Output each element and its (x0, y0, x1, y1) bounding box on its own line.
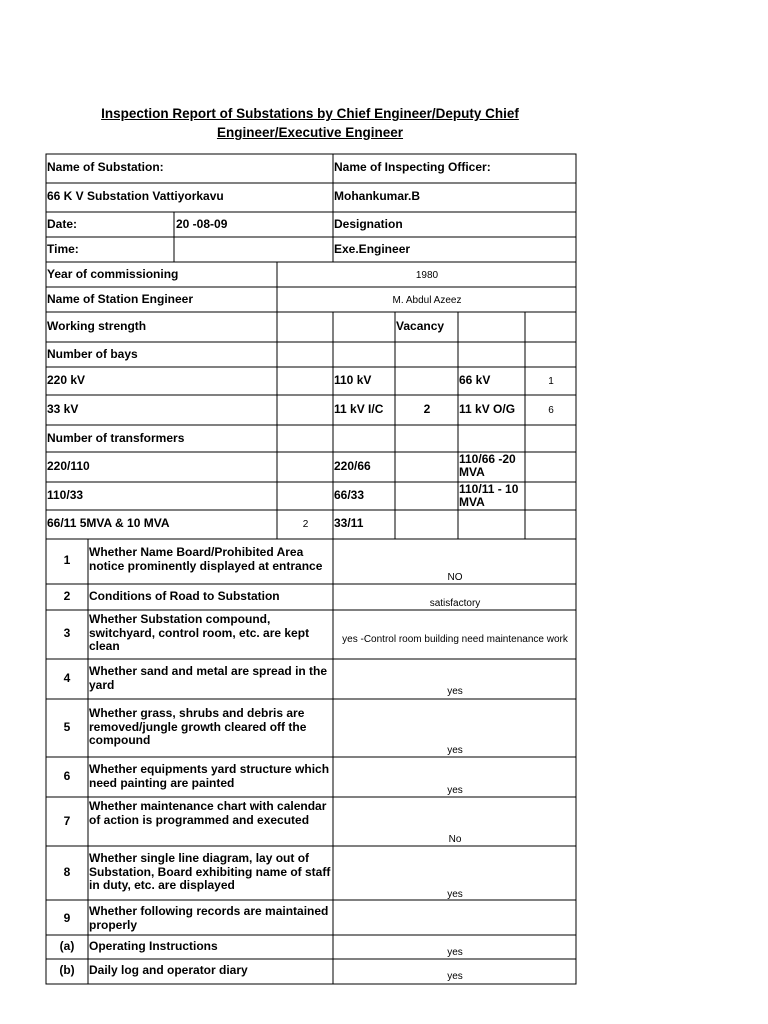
item-question: Whether maintenance chart with calendar of action is programmed and executed (89, 799, 327, 827)
inspecting-officer-label: Name of Inspecting Officer: (334, 160, 491, 174)
bays-220kv-label: 220 kV (47, 373, 86, 387)
item-answer: yes (447, 947, 463, 958)
transformer-110-11-label: 110/11 - 10 MVA (459, 482, 519, 509)
item-number: 8 (63, 865, 71, 879)
item-number: 3 (63, 626, 71, 640)
item-answer: yes (447, 971, 463, 982)
item-answer: yes (447, 785, 463, 796)
substation-name-value: 66 K V Substation Vattiyorkavu (47, 189, 224, 203)
item-answer: yes (447, 686, 463, 697)
time-label: Time: (47, 242, 79, 256)
designation-label: Designation (334, 217, 403, 231)
item-answer: satisfactory (429, 598, 481, 609)
vacancy-label: Vacancy (396, 319, 445, 333)
item-answer: yes (447, 889, 463, 900)
transformer-110-33-label: 110/33 (47, 488, 84, 502)
bays-66kv-label: 66 kV (459, 373, 491, 387)
bays-label: Number of bays (47, 347, 138, 361)
transformer-66-33-label: 66/33 (334, 488, 365, 502)
bays-33kv-label: 33 kV (47, 402, 79, 416)
bays-110kv-label: 110 kV (334, 373, 372, 387)
item-number: 4 (63, 671, 71, 685)
designation-value: Exe.Engineer (334, 242, 411, 256)
item-question: Daily log and operator diary (89, 963, 248, 977)
item-number: 5 (63, 720, 71, 734)
commissioning-year-value: 1980 (415, 270, 439, 281)
bays-11kv-og-value: 6 (548, 405, 554, 416)
item-number: 9 (63, 911, 71, 925)
transformer-110-66-label: 110/66 -20 MVA (459, 452, 516, 479)
item-answer: No (448, 834, 462, 845)
item-number: 7 (63, 814, 71, 828)
working-strength-label: Working strength (47, 319, 147, 333)
report-title-line1: Inspection Report of Substations by Chief Engineer/Deputy Chief (101, 106, 519, 121)
item-question: Conditions of Road to Substation (89, 589, 280, 603)
item-number: (b) (59, 963, 75, 977)
item-question: Whether sand and metal are spread in the yard (89, 664, 328, 692)
item-question: Whether Name Board/Prohibited Area notice prominently displayed at entrance (89, 545, 323, 573)
transformer-220-66-label: 220/66 (334, 459, 371, 473)
transformer-66-11-label: 66/11 5MVA & 10 MVA (47, 516, 170, 530)
item-question: Whether following records are maintained properly (89, 904, 329, 932)
transformers-label: Number of transformers (47, 431, 185, 445)
substation-name-label: Name of Substation: (47, 160, 164, 174)
item-number: (a) (59, 939, 75, 953)
item-number: 1 (63, 553, 71, 567)
item-question: Whether Substation compound, switchyard, control room, etc. are kept clean (89, 612, 310, 653)
item-question: Whether grass, shrubs and debris are removed/jungle growth cleared off the compound (89, 706, 307, 747)
item-question: Whether equipments yard structure which need painting are painted (89, 762, 330, 790)
date-label: Date: (47, 217, 78, 231)
item-answer: yes -Control room building need maintenance work (342, 634, 568, 645)
item-number: 2 (63, 589, 71, 603)
bays-66kv-value: 1 (548, 376, 554, 387)
transformer-33-11-label: 33/11 (334, 516, 364, 530)
transformer-66-11-value: 2 (302, 519, 309, 530)
bays-11kv-og-label: 11 kV O/G (459, 402, 516, 416)
transformer-220-110-label: 220/110 (47, 459, 90, 473)
item-answer: NO (447, 572, 463, 583)
item-question: Whether single line diagram, lay out of Substation, Board exhibiting name of staff in duty, etc. are displayed (89, 851, 331, 892)
report-title-line2: Engineer/Executive Engineer (216, 125, 404, 140)
inspecting-officer-value: Mohankumar.B (334, 189, 421, 203)
commissioning-year-label: Year of commissioning (47, 267, 179, 281)
item-number: 6 (63, 769, 71, 783)
date-value: 20 -08-09 (176, 217, 228, 231)
station-engineer-value: M. Abdul Azeez (392, 295, 462, 306)
item-question: Operating Instructions (89, 939, 218, 953)
bays-11kv-ic-value: 2 (423, 402, 431, 416)
station-engineer-label: Name of Station Engineer (47, 292, 194, 306)
bays-11kv-ic-label: 11 kV I/C (334, 402, 384, 416)
item-answer: yes (447, 745, 463, 756)
